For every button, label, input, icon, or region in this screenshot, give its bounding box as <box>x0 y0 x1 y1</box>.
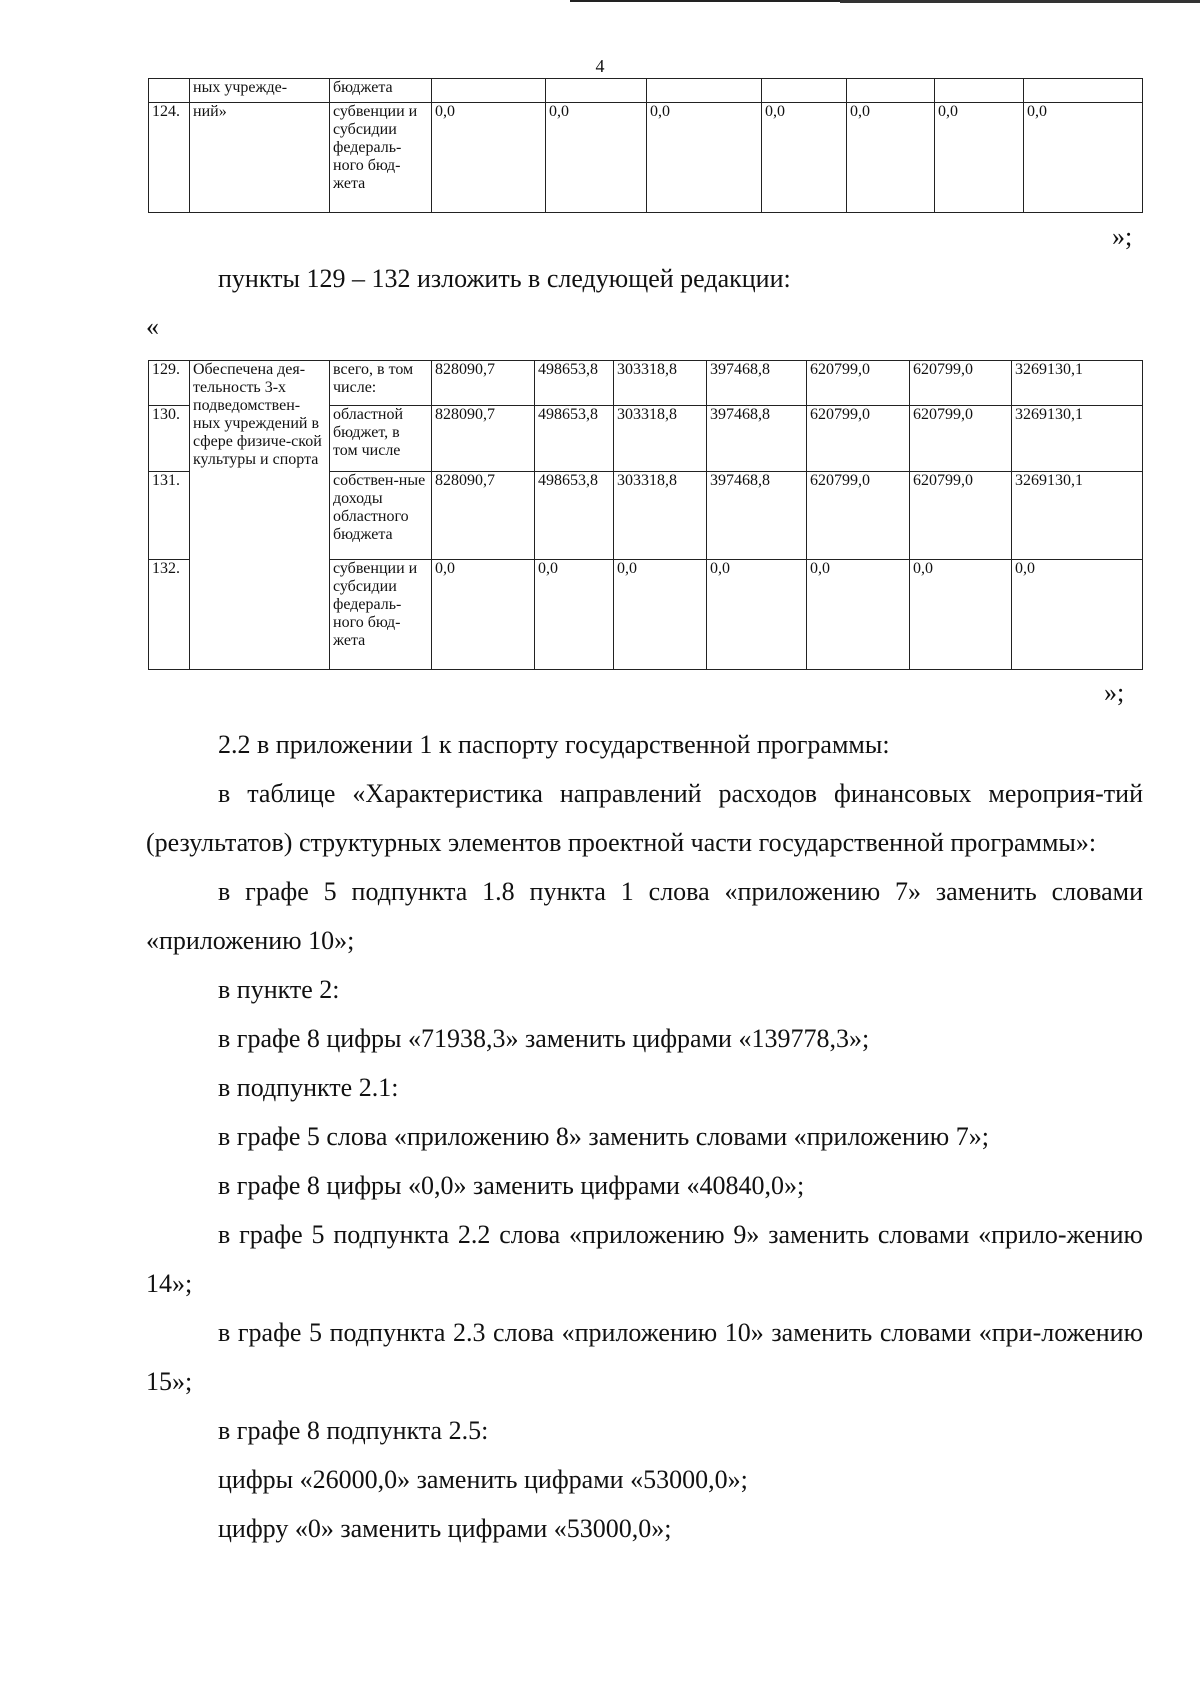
value-cell: 0,0 <box>432 103 546 213</box>
value-cell: 620799,0 <box>807 406 910 472</box>
paragraph: в графе 5 слова «приложению 8» заменить словами «приложению 7»; <box>218 1122 989 1151</box>
paragraph: в графе 5 подпункта 2.2 слова «приложению 9» заменить словами «прило-жению 14»; <box>146 1220 1143 1298</box>
measure-cell: ний» <box>190 103 330 213</box>
value-cell: 498653,8 <box>535 361 614 406</box>
source-cell: всего, в том числе: <box>330 361 432 406</box>
paragraph: в графе 5 подпункта 2.3 слова «приложению 10» заменить словами «при-ложению 15»; <box>146 1318 1143 1396</box>
continued-table <box>148 78 1143 213</box>
value-cell: 303318,8 <box>614 361 707 406</box>
value-cell: 397468,8 <box>707 472 807 560</box>
value-cell: 498653,8 <box>535 406 614 472</box>
value-cell: 0,0 <box>1012 560 1143 670</box>
value-cell: 620799,0 <box>910 472 1012 560</box>
value-cell: 828090,7 <box>432 406 535 472</box>
closing-quote: »; <box>1104 678 1125 707</box>
row-number: 130. <box>149 406 190 472</box>
table-row <box>149 103 1143 213</box>
value-cell: 0,0 <box>935 103 1024 213</box>
value-cell <box>647 79 762 103</box>
value-cell: 0,0 <box>847 103 935 213</box>
value-cell: 0,0 <box>614 560 707 670</box>
value-cell: 828090,7 <box>432 361 535 406</box>
value-cell <box>762 79 847 103</box>
value-cell: 0,0 <box>1024 103 1143 213</box>
value-cell <box>847 79 935 103</box>
value-cell <box>1024 79 1143 103</box>
amendment-text <box>146 720 1143 1553</box>
value-cell: 0,0 <box>910 560 1012 670</box>
page-number: 4 <box>595 56 605 76</box>
value-cell: 0,0 <box>546 103 647 213</box>
measure-cell: Обеспечена дея-тельность 3-х подведомствен-ных учреждений в сфере физиче-ской культуры и спорта <box>190 361 330 670</box>
paragraph: цифру «0» заменить цифрами «53000,0»; <box>218 1514 672 1543</box>
row-number: 129. <box>149 361 190 406</box>
row-number <box>149 79 190 103</box>
value-cell: 303318,8 <box>614 472 707 560</box>
paragraph: в графе 8 цифры «71938,3» заменить цифрами «139778,3»; <box>218 1024 870 1053</box>
value-cell: 0,0 <box>647 103 762 213</box>
value-cell: 303318,8 <box>614 406 707 472</box>
table-row <box>149 79 1143 103</box>
row-number: 124. <box>149 103 190 213</box>
value-cell <box>546 79 647 103</box>
paragraph: в пункте 2: <box>218 975 340 1004</box>
source-cell: собствен-ные доходы областного бюджета <box>330 472 432 560</box>
row-number: 131. <box>149 472 190 560</box>
source-cell: субвенции и субсидии федераль-ного бюд-жета <box>330 560 432 670</box>
paragraph: в таблице «Характеристика направлений расходов финансовых мероприя-тий (результатов) структурных элементов проектной части государственной программы»: <box>146 779 1143 857</box>
value-cell: 620799,0 <box>807 361 910 406</box>
source-cell: областной бюджет, в том числе <box>330 406 432 472</box>
value-cell: 3269130,1 <box>1012 361 1143 406</box>
value-cell: 0,0 <box>707 560 807 670</box>
paragraph: в графе 8 подпункта 2.5: <box>218 1416 489 1445</box>
replacement-table <box>148 360 1143 670</box>
top-edge-rule-dark <box>840 0 1200 3</box>
value-cell: 3269130,1 <box>1012 472 1143 560</box>
paragraph: 2.2 в приложении 1 к паспорту государственной программы: <box>218 730 890 759</box>
row-number: 132. <box>149 560 190 670</box>
value-cell: 620799,0 <box>910 361 1012 406</box>
value-cell: 397468,8 <box>707 406 807 472</box>
paragraph: в графе 8 цифры «0,0» заменить цифрами «40840,0»; <box>218 1171 805 1200</box>
value-cell: 397468,8 <box>707 361 807 406</box>
closing-quote: »; <box>1112 222 1133 251</box>
value-cell: 828090,7 <box>432 472 535 560</box>
measure-cell: ных учрежде- <box>190 79 330 103</box>
section-heading: пункты 129 – 132 изложить в следующей редакции: <box>218 264 791 293</box>
value-cell <box>432 79 546 103</box>
source-cell: бюджета <box>330 79 432 103</box>
value-cell: 620799,0 <box>807 472 910 560</box>
paragraph: в графе 5 подпункта 1.8 пункта 1 слова «приложению 7» заменить словами «приложению 10»; <box>146 877 1143 955</box>
value-cell: 620799,0 <box>910 406 1012 472</box>
value-cell: 498653,8 <box>535 472 614 560</box>
table-row <box>149 361 1143 406</box>
value-cell: 0,0 <box>432 560 535 670</box>
value-cell <box>935 79 1024 103</box>
paragraph: цифры «26000,0» заменить цифрами «53000,0»; <box>218 1465 748 1494</box>
opening-quote: « <box>146 312 159 341</box>
value-cell: 3269130,1 <box>1012 406 1143 472</box>
source-cell: субвенции и субсидии федераль-ного бюд-жета <box>330 103 432 213</box>
value-cell: 0,0 <box>535 560 614 670</box>
value-cell: 0,0 <box>762 103 847 213</box>
value-cell: 0,0 <box>807 560 910 670</box>
paragraph: в подпункте 2.1: <box>218 1073 399 1102</box>
